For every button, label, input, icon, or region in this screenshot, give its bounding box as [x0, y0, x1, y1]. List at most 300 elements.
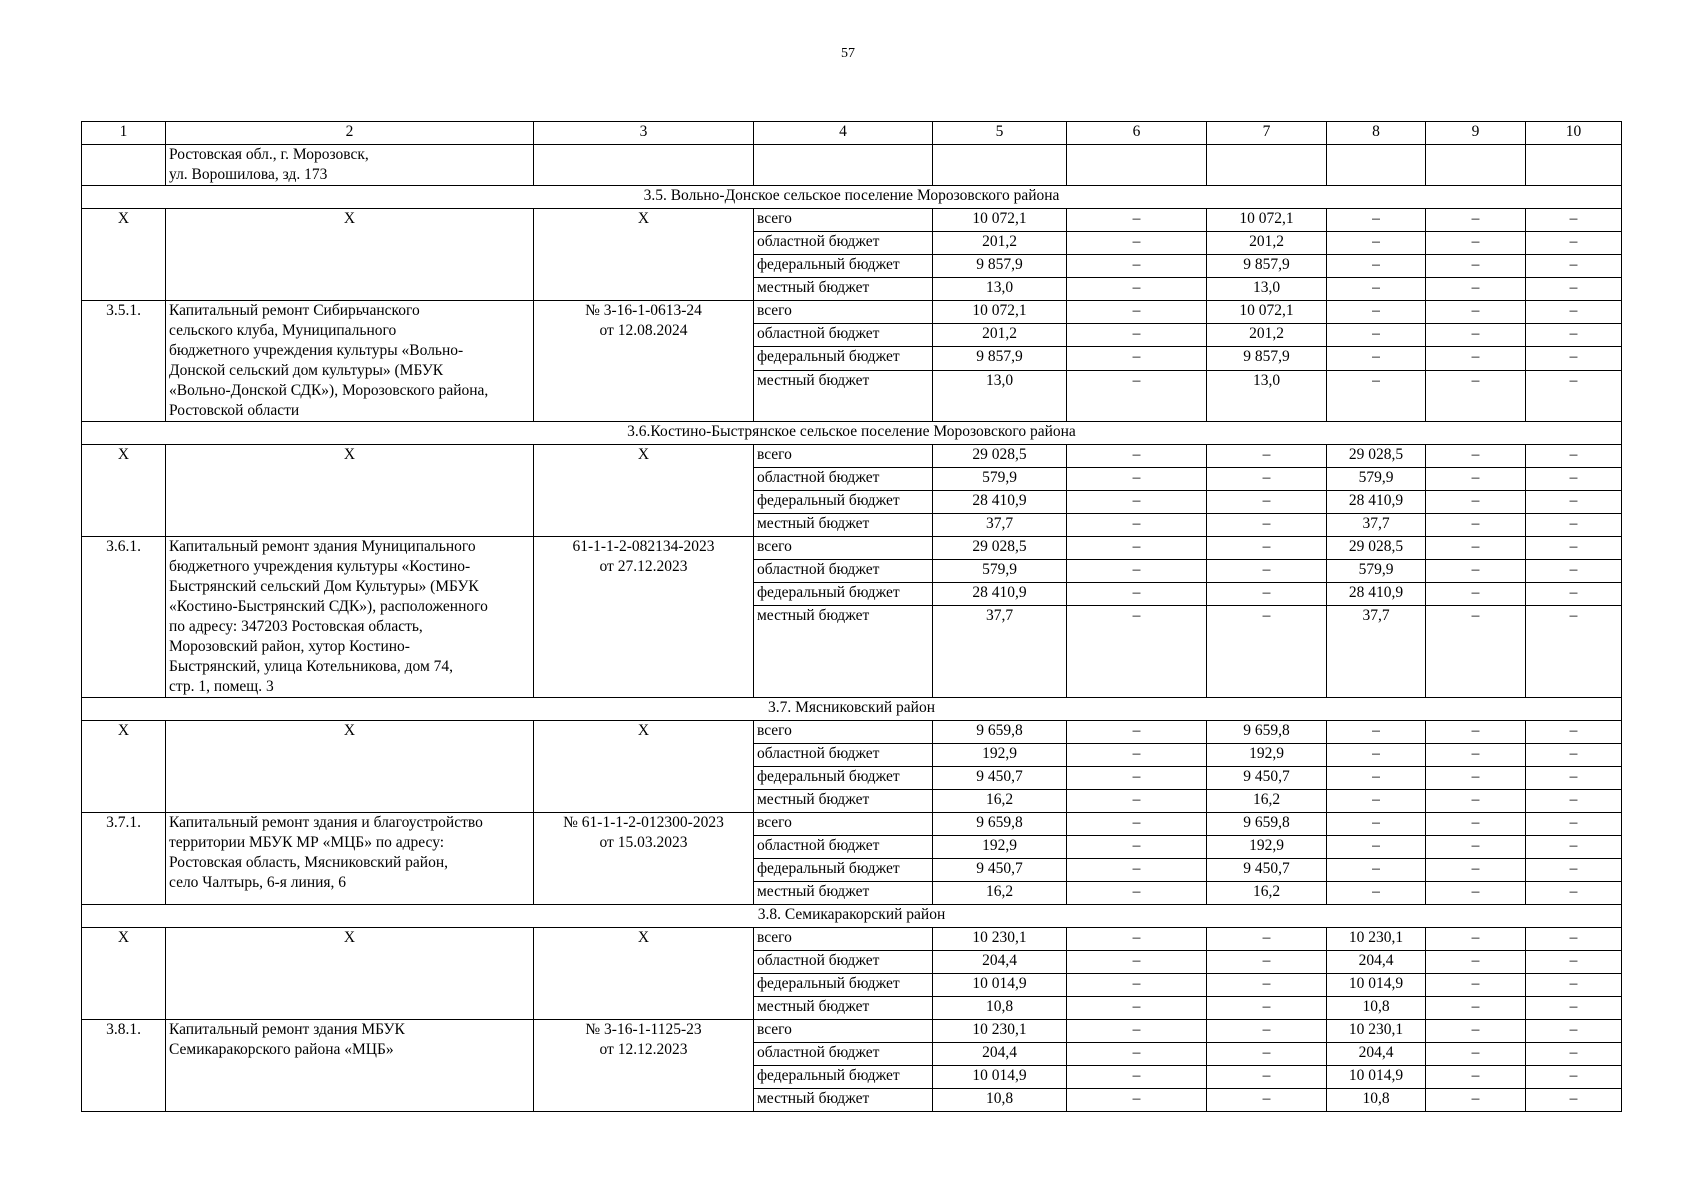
value-cell: – [1526, 790, 1622, 813]
value-cell: – [1327, 347, 1426, 370]
budget-label: областной бюджет [754, 232, 933, 255]
summary-row [82, 721, 1622, 744]
value-cell: – [1426, 583, 1526, 606]
value-cell: – [1067, 721, 1207, 744]
value-cell: 9 450,7 [933, 767, 1067, 790]
value-cell: – [1426, 767, 1526, 790]
header-cell: 4 [754, 122, 933, 145]
value-cell: 9 659,8 [933, 813, 1067, 836]
item-description [166, 813, 534, 905]
value-cell: – [1067, 468, 1207, 491]
value-cell: – [1327, 232, 1426, 255]
value-cell: – [1067, 583, 1207, 606]
value-cell: 29 028,5 [1327, 445, 1426, 468]
value-cell: 192,9 [1207, 744, 1327, 767]
summary-row [82, 209, 1622, 232]
budget-label: местный бюджет [754, 790, 933, 813]
value-cell: – [1067, 1043, 1207, 1066]
section-title-row [82, 186, 1622, 209]
value-cell: 10 014,9 [933, 974, 1067, 997]
header-cell: 10 [1526, 122, 1622, 145]
document-line: от 12.12.2023 [599, 1041, 688, 1058]
description-line: бюджетного учреждения культуры «Вольно- [169, 342, 464, 359]
value-cell: 579,9 [1327, 560, 1426, 583]
value-cell: 192,9 [933, 836, 1067, 859]
value-cell: – [1526, 1066, 1622, 1089]
value-cell: 10 014,9 [1327, 1066, 1426, 1089]
value-cell: – [1426, 813, 1526, 836]
document-line: от 12.08.2024 [599, 322, 688, 339]
value-cell: – [1526, 951, 1622, 974]
value-cell: – [1426, 1089, 1526, 1112]
budget-label: федеральный бюджет [754, 1066, 933, 1089]
value-cell: – [1426, 859, 1526, 882]
description-line: Быстрянский сельский Дом Культуры» (МБУК [169, 578, 479, 595]
budget-label: федеральный бюджет [754, 767, 933, 790]
value-cell: – [1526, 347, 1622, 370]
value-cell: 16,2 [933, 882, 1067, 905]
value-cell: – [1067, 278, 1207, 301]
value-cell: – [1207, 1066, 1327, 1089]
address-continuation-row [82, 145, 1622, 186]
value-cell: – [1327, 790, 1426, 813]
value-cell: – [1207, 606, 1327, 698]
value-cell: – [1526, 928, 1622, 951]
value-cell: – [1526, 882, 1622, 905]
value-cell: 9 659,8 [1207, 813, 1327, 836]
value-cell: – [1526, 1089, 1622, 1112]
value-cell: 579,9 [933, 468, 1067, 491]
document-line: от 27.12.2023 [599, 558, 688, 575]
header-cell: 8 [1327, 122, 1426, 145]
value-cell: – [1426, 370, 1526, 421]
budget-label: федеральный бюджет [754, 347, 933, 370]
header-cell: 2 [166, 122, 534, 145]
value-cell: 9 450,7 [1207, 859, 1327, 882]
item-number: 3.5.1. [82, 301, 166, 422]
item-number: 3.8.1. [82, 1020, 166, 1112]
value-cell: 204,4 [933, 1043, 1067, 1066]
empty-cell [82, 145, 166, 186]
value-cell: 10 230,1 [933, 928, 1067, 951]
value-cell: – [1327, 882, 1426, 905]
value-cell: 10 230,1 [1327, 928, 1426, 951]
value-cell: 13,0 [933, 278, 1067, 301]
value-cell: – [1067, 491, 1207, 514]
value-cell: – [1067, 767, 1207, 790]
empty-cell [1207, 145, 1327, 186]
item-document [534, 301, 754, 422]
description-line: село Чалтырь, 6-я линия, 6 [169, 874, 347, 891]
value-cell: 29 028,5 [933, 537, 1067, 560]
value-cell: 37,7 [1327, 606, 1426, 698]
value-cell: 10,8 [933, 997, 1067, 1020]
description-line: «Костино-Быстрянский СДК»), расположенного [169, 598, 488, 615]
description-line: стр. 1, помещ. 3 [169, 678, 274, 695]
x-mark-document: X [534, 928, 754, 1020]
value-cell: – [1067, 255, 1207, 278]
budget-label: всего [754, 1020, 933, 1043]
value-cell: 9 857,9 [1207, 255, 1327, 278]
value-cell: – [1426, 1020, 1526, 1043]
description-line: Капитальный ремонт Сибирьчанского [169, 302, 420, 319]
budget-label: местный бюджет [754, 882, 933, 905]
budget-label: всего [754, 301, 933, 324]
value-cell: – [1426, 209, 1526, 232]
budget-label: областной бюджет [754, 468, 933, 491]
empty-cell [1067, 145, 1207, 186]
x-mark-name: X [166, 209, 534, 301]
value-cell: – [1426, 974, 1526, 997]
value-cell: – [1067, 537, 1207, 560]
value-cell: – [1526, 836, 1622, 859]
empty-cell [933, 145, 1067, 186]
value-cell: 37,7 [933, 606, 1067, 698]
budget-label: местный бюджет [754, 370, 933, 421]
header-cell: 6 [1067, 122, 1207, 145]
value-cell: – [1327, 744, 1426, 767]
value-cell: – [1526, 721, 1622, 744]
section-title-row [82, 698, 1622, 721]
value-cell: – [1426, 232, 1526, 255]
value-cell: – [1067, 232, 1207, 255]
value-cell: – [1526, 997, 1622, 1020]
value-cell: – [1067, 606, 1207, 698]
value-cell: – [1067, 514, 1207, 537]
item-row [82, 1020, 1622, 1043]
budget-table [81, 121, 1622, 1112]
description-line: Ростовской области [169, 402, 300, 419]
value-cell: – [1207, 997, 1327, 1020]
item-row [82, 301, 1622, 324]
description-line: «Вольно-Донской СДК»), Морозовского района, [169, 382, 489, 399]
value-cell: – [1426, 1043, 1526, 1066]
x-mark-number: X [82, 445, 166, 537]
value-cell: – [1426, 606, 1526, 698]
value-cell: 37,7 [1327, 514, 1426, 537]
value-cell: 16,2 [1207, 790, 1327, 813]
section-title: 3.8. Семикаракорский район [82, 905, 1622, 928]
value-cell: 10 072,1 [1207, 301, 1327, 324]
value-cell: 10 230,1 [933, 1020, 1067, 1043]
value-cell: – [1067, 790, 1207, 813]
value-cell: 10 072,1 [933, 301, 1067, 324]
value-cell: – [1526, 744, 1622, 767]
value-cell: 579,9 [1327, 468, 1426, 491]
empty-cell [1526, 145, 1622, 186]
value-cell: 9 450,7 [1207, 767, 1327, 790]
budget-label: местный бюджет [754, 606, 933, 698]
value-cell: – [1526, 813, 1622, 836]
value-cell: – [1526, 583, 1622, 606]
budget-label: федеральный бюджет [754, 491, 933, 514]
description-line: территории МБУК МР «МЦБ» по адресу: [169, 834, 445, 851]
value-cell: 16,2 [933, 790, 1067, 813]
value-cell: – [1426, 255, 1526, 278]
budget-label: местный бюджет [754, 997, 933, 1020]
description-line: Морозовский район, хутор Костино- [169, 638, 410, 655]
header-cell: 7 [1207, 122, 1327, 145]
value-cell: – [1067, 209, 1207, 232]
value-cell: 10,8 [1327, 997, 1426, 1020]
value-cell: – [1327, 721, 1426, 744]
value-cell: – [1426, 514, 1526, 537]
value-cell: – [1327, 836, 1426, 859]
document-line: № 3-16-1-0613-24 [585, 302, 702, 319]
item-number: 3.6.1. [82, 537, 166, 698]
description-line: сельского клуба, Муниципального [169, 322, 397, 339]
value-cell: – [1207, 1020, 1327, 1043]
value-cell: – [1426, 560, 1526, 583]
value-cell: – [1327, 209, 1426, 232]
value-cell: 10 072,1 [1207, 209, 1327, 232]
empty-cell [1327, 145, 1426, 186]
value-cell: – [1426, 347, 1526, 370]
value-cell: – [1526, 1043, 1622, 1066]
value-cell: – [1327, 301, 1426, 324]
value-cell: 13,0 [933, 370, 1067, 421]
item-description [166, 537, 534, 698]
header-cell: 1 [82, 122, 166, 145]
value-cell: – [1067, 301, 1207, 324]
value-cell: – [1327, 324, 1426, 347]
value-cell: – [1526, 767, 1622, 790]
value-cell: – [1207, 491, 1327, 514]
value-cell: 28 410,9 [1327, 583, 1426, 606]
value-cell: 201,2 [1207, 232, 1327, 255]
item-row [82, 537, 1622, 560]
item-row [82, 813, 1622, 836]
header-row [82, 122, 1622, 145]
budget-label: всего [754, 721, 933, 744]
value-cell: 10 230,1 [1327, 1020, 1426, 1043]
budget-label: областной бюджет [754, 324, 933, 347]
value-cell: 10 072,1 [933, 209, 1067, 232]
address-line: Ростовская обл., г. Морозовск, [169, 146, 369, 163]
item-document [534, 1020, 754, 1112]
item-document [534, 813, 754, 905]
description-line: Ростовская область, Мясниковский район, [169, 854, 449, 871]
value-cell: 204,4 [1327, 951, 1426, 974]
value-cell: – [1526, 974, 1622, 997]
value-cell: – [1526, 560, 1622, 583]
value-cell: 9 450,7 [933, 859, 1067, 882]
budget-label: федеральный бюджет [754, 859, 933, 882]
header-cell: 5 [933, 122, 1067, 145]
budget-label: областной бюджет [754, 951, 933, 974]
value-cell: – [1067, 1066, 1207, 1089]
value-cell: – [1426, 468, 1526, 491]
x-mark-document: X [534, 721, 754, 813]
item-number: 3.7.1. [82, 813, 166, 905]
value-cell: – [1426, 537, 1526, 560]
value-cell: – [1526, 255, 1622, 278]
page-number: 57 [841, 46, 855, 61]
budget-label: местный бюджет [754, 278, 933, 301]
budget-label: областной бюджет [754, 836, 933, 859]
value-cell: – [1207, 583, 1327, 606]
value-cell: – [1426, 301, 1526, 324]
value-cell: – [1207, 951, 1327, 974]
value-cell: – [1526, 491, 1622, 514]
section-title-row [82, 422, 1622, 445]
value-cell: – [1327, 859, 1426, 882]
description-line: бюджетного учреждения культуры «Костино- [169, 558, 471, 575]
address-line: ул. Ворошилова, зд. 173 [169, 166, 328, 183]
value-cell: 201,2 [1207, 324, 1327, 347]
value-cell: – [1327, 278, 1426, 301]
value-cell: – [1526, 537, 1622, 560]
description-line: Капитальный ремонт здания МБУК [169, 1021, 405, 1038]
value-cell: – [1426, 882, 1526, 905]
budget-label: местный бюджет [754, 514, 933, 537]
summary-row [82, 928, 1622, 951]
description-line: по адресу: 347203 Ростовская область, [169, 618, 423, 635]
value-cell: – [1207, 974, 1327, 997]
value-cell: – [1426, 997, 1526, 1020]
budget-label: областной бюджет [754, 744, 933, 767]
value-cell: – [1526, 324, 1622, 347]
value-cell: – [1426, 1066, 1526, 1089]
value-cell: – [1207, 537, 1327, 560]
value-cell: – [1067, 1020, 1207, 1043]
value-cell: – [1067, 813, 1207, 836]
value-cell: 9 857,9 [933, 347, 1067, 370]
value-cell: – [1526, 370, 1622, 421]
budget-label: местный бюджет [754, 1089, 933, 1112]
budget-label: всего [754, 445, 933, 468]
value-cell: – [1426, 278, 1526, 301]
document-line: № 3-16-1-1125-23 [585, 1021, 702, 1038]
document-line: от 15.03.2023 [599, 834, 688, 851]
value-cell: – [1207, 928, 1327, 951]
value-cell: 28 410,9 [1327, 491, 1426, 514]
value-cell: – [1207, 514, 1327, 537]
value-cell: – [1067, 951, 1207, 974]
value-cell: 9 659,8 [933, 721, 1067, 744]
value-cell: – [1067, 370, 1207, 421]
value-cell: – [1426, 491, 1526, 514]
value-cell: – [1526, 859, 1622, 882]
value-cell: – [1526, 468, 1622, 491]
value-cell: – [1207, 468, 1327, 491]
value-cell: 204,4 [1327, 1043, 1426, 1066]
empty-cell [754, 145, 933, 186]
budget-label: всего [754, 928, 933, 951]
budget-label: федеральный бюджет [754, 255, 933, 278]
value-cell: – [1426, 790, 1526, 813]
value-cell: 13,0 [1207, 278, 1327, 301]
value-cell: – [1327, 255, 1426, 278]
value-cell: 192,9 [1207, 836, 1327, 859]
address-continuation [166, 145, 534, 186]
header-cell: 9 [1426, 122, 1526, 145]
header-cell: 3 [534, 122, 754, 145]
budget-label: областной бюджет [754, 1043, 933, 1066]
budget-label: всего [754, 537, 933, 560]
budget-label: всего [754, 209, 933, 232]
value-cell: – [1067, 445, 1207, 468]
value-cell: – [1526, 606, 1622, 698]
description-line: Семикаракорского района «МЦБ» [169, 1041, 394, 1058]
value-cell: 201,2 [933, 324, 1067, 347]
value-cell: – [1067, 859, 1207, 882]
value-cell: – [1327, 370, 1426, 421]
value-cell: – [1426, 951, 1526, 974]
value-cell: – [1426, 324, 1526, 347]
x-mark-document: X [534, 445, 754, 537]
value-cell: – [1067, 997, 1207, 1020]
value-cell: 10 014,9 [933, 1066, 1067, 1089]
document-line: № 61-1-1-2-012300-2023 [563, 814, 724, 831]
value-cell: 10,8 [933, 1089, 1067, 1112]
item-description [166, 1020, 534, 1112]
item-description [166, 301, 534, 422]
description-line: Капитальный ремонт здания Муниципального [169, 538, 476, 555]
value-cell: – [1426, 928, 1526, 951]
value-cell: 192,9 [933, 744, 1067, 767]
value-cell: 9 857,9 [1207, 347, 1327, 370]
value-cell: 9 659,8 [1207, 721, 1327, 744]
value-cell: – [1526, 232, 1622, 255]
value-cell: – [1426, 445, 1526, 468]
description-line: Капитальный ремонт здания и благоустройство [169, 814, 483, 831]
value-cell: – [1067, 347, 1207, 370]
empty-cell [534, 145, 754, 186]
description-line: Донской сельский дом культуры» (МБУК [169, 362, 444, 379]
item-document [534, 537, 754, 698]
value-cell: – [1067, 744, 1207, 767]
value-cell: 10,8 [1327, 1089, 1426, 1112]
value-cell: 29 028,5 [1327, 537, 1426, 560]
section-title: 3.7. Мясниковский район [82, 698, 1622, 721]
value-cell: 579,9 [933, 560, 1067, 583]
budget-label: всего [754, 813, 933, 836]
value-cell: – [1067, 974, 1207, 997]
empty-cell [1426, 145, 1526, 186]
x-mark-number: X [82, 928, 166, 1020]
value-cell: – [1526, 209, 1622, 232]
value-cell: – [1067, 1089, 1207, 1112]
x-mark-name: X [166, 928, 534, 1020]
value-cell: – [1526, 301, 1622, 324]
value-cell: – [1067, 324, 1207, 347]
value-cell: – [1327, 813, 1426, 836]
budget-label: федеральный бюджет [754, 583, 933, 606]
budget-label: федеральный бюджет [754, 974, 933, 997]
x-mark-number: X [82, 721, 166, 813]
value-cell: – [1526, 445, 1622, 468]
value-cell: – [1327, 767, 1426, 790]
value-cell: 29 028,5 [933, 445, 1067, 468]
document-line: 61-1-1-2-082134-2023 [572, 538, 715, 555]
value-cell: – [1067, 836, 1207, 859]
value-cell: – [1526, 514, 1622, 537]
section-title: 3.5. Вольно-Донское сельское поселение Морозовского района [82, 186, 1622, 209]
section-title: 3.6.Костино-Быстрянское сельское поселение Морозовского района [82, 422, 1622, 445]
value-cell: – [1067, 560, 1207, 583]
value-cell: – [1426, 836, 1526, 859]
description-line: Быстрянский, улица Котельникова, дом 74, [169, 658, 454, 675]
value-cell: 16,2 [1207, 882, 1327, 905]
x-mark-number: X [82, 209, 166, 301]
budget-label: областной бюджет [754, 560, 933, 583]
x-mark-document: X [534, 209, 754, 301]
value-cell: – [1526, 1020, 1622, 1043]
summary-row [82, 445, 1622, 468]
value-cell: – [1207, 560, 1327, 583]
x-mark-name: X [166, 721, 534, 813]
